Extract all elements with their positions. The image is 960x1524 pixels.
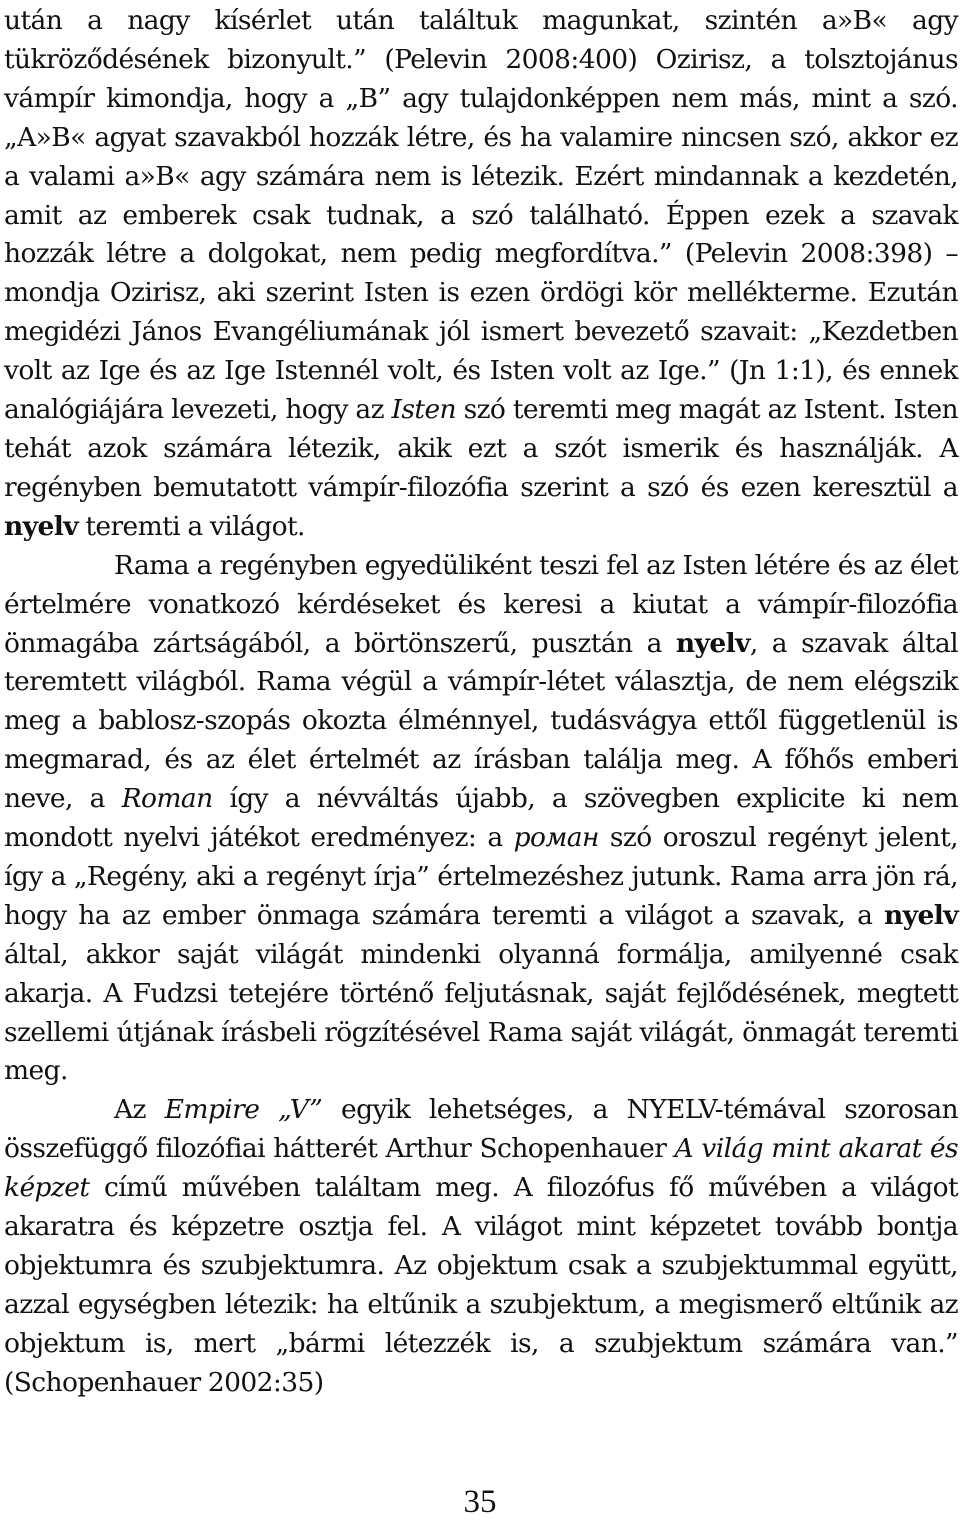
body-text — [4, 2, 958, 1403]
bold-nyelv: nyelv — [4, 510, 78, 542]
emphasis-roman-cyrillic: роман — [513, 822, 599, 854]
text-run: egyik lehetséges, a NYELV-témával szorosan összefüggő filozófiai hátterét Arthur Schopenhauer — [4, 1094, 958, 1165]
emphasis-isten: Isten — [391, 394, 457, 426]
emphasis-roman: Roman — [121, 783, 213, 815]
page-number: 35 — [463, 1484, 497, 1520]
text-run: így a névváltás újabb, a szövegben explicite ki nem mondott nyelvi játékot eredményez: a — [4, 783, 958, 854]
paragraph-1 — [4, 2, 958, 547]
paragraph-3 — [4, 1091, 958, 1402]
text-run: szó teremti meg magát az Istent. Isten tehát azok számára létezik, akik ezt a szót ismerik és használják. A regényben bemutatott vámpír-filozófia szerint a szó és ezen keresztül a — [4, 394, 958, 503]
paragraph-2 — [4, 547, 958, 1092]
text-run: Az — [114, 1094, 165, 1126]
text-run: Rama a regényben egyedüliként teszi fel az Isten létére és az élet értelmére vonatkozó kérdéseket és keresi a kiutat a vámpír-filozófia önmagába zártságából, a börtönszerű, pusztán a — [4, 549, 958, 659]
text-run: után a nagy kísérlet után találtuk magunkat, szintén a»B« agy tükröződésének bizonyult.” (Pelevin 2008:400) Ozirisz, a tolsztojánus vámpír kimondja, hogy a „B” agy tulajdonképpen nem más, mint a szó. „A»B« agyat szavakból hozzák létre, és ha valamire nincsen szó, akkor ez a valami a»B« agy számára nem is létezik. Ezért mindannak a kezdetén, amit az emberek csak tudnak, a szó található. Éppen ezek a szavak hozzák létre a dolgokat, nem pedig megfordítva.” (Pelevin 2008:398) – mondja Ozirisz, aki szerint Isten is ezen ördögi kör mellékterme. Ezután megidézi János Evangéliumának jól ismert bevezető szavait: „Kezdetben volt az Ige és az Ige Istennél volt, és Isten volt az Ige.” (Jn 1:1), és ennek analógiájára levezeti, hogy az — [4, 5, 958, 426]
bold-nyelv: nyelv — [675, 627, 750, 659]
text-run: című művében találtam meg. A filozófus fő művében a világot akaratra és képzetre osztja fel. A világot mint képzetet tovább bontja objektumra és szubjektumra. Az objektum csak a szubjektummal együtt, azzal egységben létezik: ha eltűnik a szubjektum, a megismerő eltűnik az objektum is, mert „bármi létezzék is, a szubjektum számára van.” (Schopenhauer 2002:35) — [4, 1172, 958, 1398]
emphasis-book-title: A világ mint akarat és képzet — [4, 1133, 958, 1204]
text-run: szó oroszul regényt jelent, így a „Regény, aki a regényt írja” értelmezéshez jutunk. Rama arra jön rá, hogy ha az ember önmaga számára teremti a világot a szavak, a — [4, 822, 958, 931]
emphasis-empire-v: Empire „V” — [164, 1094, 323, 1126]
text-run: teremti a világot. — [78, 510, 305, 542]
bold-nyelv: nyelv — [884, 899, 958, 931]
text-run: által, akkor saját világát mindenki olyanná formálja, amilyenné csak akarja. A Fudzsi tetejére történő feljutásnak, saját fejlődésének, megtett szellemi útjának írásbeli rögzítésével Rama saját világát, önmagát teremti meg. — [4, 938, 958, 1087]
text-run: , a szavak által teremtett világból. Rama végül a vámpír-létet választja, de nem elégszik meg a bablosz-szopás okozta élménnyel, tudásvágya ettől függetlenül is megmarad, és az élet értelmét az írásban találja meg. A főhős emberi neve, a — [4, 627, 958, 815]
